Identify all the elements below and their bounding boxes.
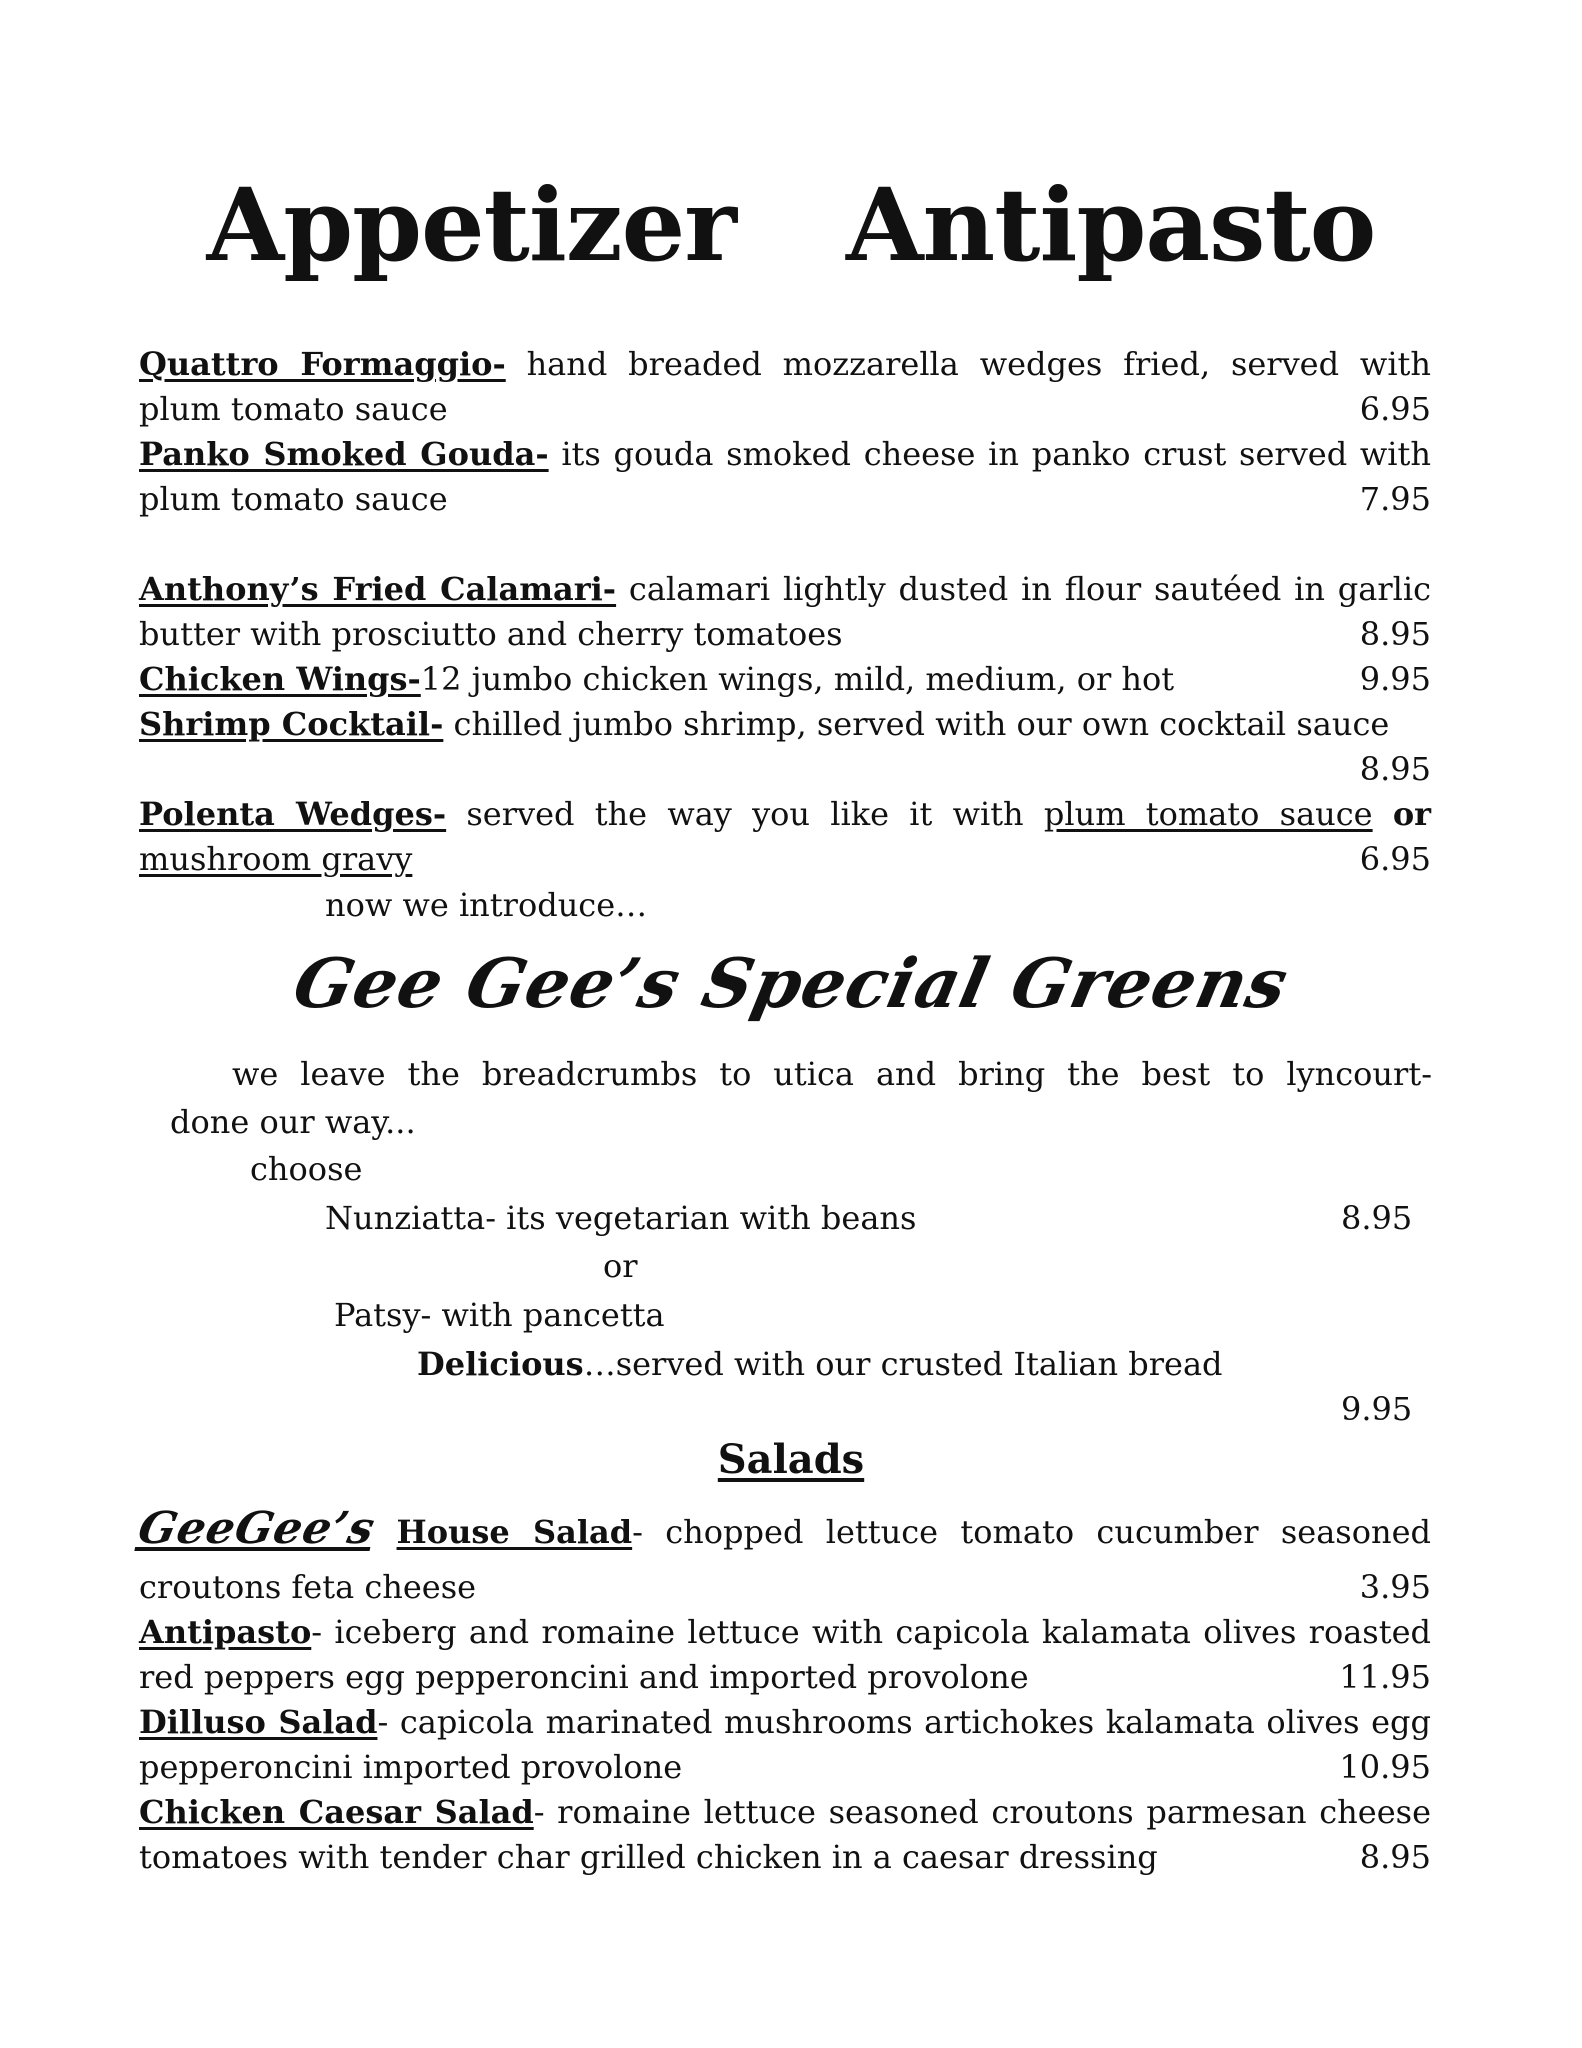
greens-description-line1: we leave the breadcrumbs to utica and bring the best to lyncourt- bbox=[232, 1055, 1432, 1093]
item-description: chilled jumbo shrimp, served with our own cocktail sauce bbox=[453, 705, 1390, 743]
salad-house-line2 bbox=[139, 1565, 1431, 1609]
greens-description-line2: done our way... bbox=[170, 1103, 416, 1141]
menu-item-chicken-wings bbox=[139, 657, 1431, 701]
greens-option-nunziatta: Nunziatta- its vegetarian with beans bbox=[325, 1199, 917, 1237]
item-name: Chicken Wings- bbox=[139, 660, 421, 698]
salad-antipasto-line2 bbox=[139, 1655, 1431, 1699]
intro-text: now we introduce… bbox=[325, 886, 648, 924]
item-description: plum tomato sauce bbox=[139, 390, 448, 428]
item-description: - capicola marinated mushrooms artichokes kalamata olives egg bbox=[377, 1703, 1432, 1741]
menu-item-polenta-wedges-line2 bbox=[139, 837, 1431, 881]
item-description: hand breaded mozzarella wedges fried, served with bbox=[526, 345, 1432, 383]
greens-title: Gee Gee’s Special Greens bbox=[286, 944, 1296, 1024]
item-description: croutons feta cheese bbox=[139, 1568, 477, 1606]
or-text: or bbox=[603, 1247, 638, 1285]
item-description: calamari lightly dusted in flour sautéed in garlic bbox=[628, 570, 1432, 608]
item-name: Anthony’s Fried Calamari- bbox=[139, 570, 617, 608]
delicious-rest: …served with our crusted Italian bread bbox=[583, 1345, 1223, 1383]
item-name: Polenta Wedges- bbox=[139, 795, 447, 833]
menu-item-panko-smoked-gouda-line2 bbox=[139, 477, 1431, 521]
item-description: served the way you like it with bbox=[466, 795, 1024, 833]
item-price: 8.95 bbox=[1359, 750, 1431, 788]
delicious-line bbox=[417, 1342, 1223, 1386]
item-description: 12 jumbo chicken wings, mild, medium, or hot bbox=[420, 660, 1175, 698]
item-price: 7.95 bbox=[1359, 480, 1431, 518]
item-price: 3.95 bbox=[1359, 1568, 1431, 1606]
item-description: - romaine lettuce seasoned croutons parmesan cheese bbox=[533, 1793, 1431, 1831]
option-plum-tomato-sauce: plum tomato sauce bbox=[1043, 795, 1373, 833]
greens-option-patsy: Patsy- with pancetta bbox=[334, 1296, 665, 1334]
item-name: Quattro Formaggio- bbox=[139, 345, 506, 383]
item-name: House Salad bbox=[396, 1513, 633, 1551]
greens-option-nunziatta-price: 8.95 bbox=[1341, 1199, 1413, 1237]
page-title bbox=[0, 166, 1582, 284]
item-price: 6.95 bbox=[1359, 840, 1431, 878]
salads-heading: Salads bbox=[717, 1436, 865, 1483]
item-name: Panko Smoked Gouda- bbox=[139, 435, 549, 473]
menu-item-quattro-formaggio bbox=[139, 342, 1431, 386]
item-price: 8.95 bbox=[1359, 1838, 1431, 1876]
menu-item-fried-calamari-line2 bbox=[139, 612, 1431, 656]
title-antipasto: Antipasto bbox=[845, 166, 1376, 284]
menu-item-polenta-wedges bbox=[139, 792, 1431, 836]
option-mushroom-gravy: mushroom gravy bbox=[139, 840, 413, 878]
item-description: plum tomato sauce bbox=[139, 480, 448, 518]
menu-item-shrimp-cocktail-price-line bbox=[139, 747, 1431, 791]
salad-dilluso-line2 bbox=[139, 1745, 1431, 1789]
or-text: or bbox=[1392, 795, 1432, 833]
choose-text: choose bbox=[250, 1150, 363, 1188]
item-name: Antipasto bbox=[139, 1613, 312, 1651]
item-name: Dilluso Salad bbox=[139, 1703, 378, 1741]
greens-option-patsy-price: 9.95 bbox=[1341, 1390, 1413, 1428]
item-description: red peppers egg pepperoncini and imported provolone bbox=[139, 1658, 1029, 1696]
menu-item-shrimp-cocktail bbox=[139, 702, 1431, 746]
item-price: 6.95 bbox=[1359, 390, 1431, 428]
menu-item-quattro-formaggio-line2 bbox=[139, 387, 1431, 431]
item-description: - chopped lettuce tomato cucumber seasoned bbox=[632, 1513, 1432, 1551]
salad-chicken-caesar bbox=[139, 1790, 1431, 1834]
item-description: its gouda smoked cheese in panko crust served with bbox=[561, 435, 1432, 473]
item-description: pepperoncini imported provolone bbox=[139, 1748, 683, 1786]
item-description: tomatoes with tender char grilled chicken in a caesar dressing bbox=[139, 1838, 1158, 1876]
item-name: Shrimp Cocktail- bbox=[139, 705, 444, 743]
geegees-script-logo: GeeGee’s bbox=[133, 1503, 380, 1554]
item-name: Chicken Caesar Salad bbox=[139, 1793, 534, 1831]
title-appetizer: Appetizer bbox=[206, 166, 736, 284]
salad-chicken-caesar-line2 bbox=[139, 1835, 1431, 1879]
item-description: butter with prosciutto and cherry tomatoes bbox=[139, 615, 843, 653]
salad-house bbox=[133, 1502, 1432, 1556]
delicious-bold: Delicious bbox=[417, 1345, 584, 1383]
item-price: 11.95 bbox=[1339, 1658, 1431, 1696]
item-price: 8.95 bbox=[1359, 615, 1431, 653]
menu-item-panko-smoked-gouda bbox=[139, 432, 1431, 476]
item-price: 9.95 bbox=[1359, 660, 1431, 698]
item-description: - iceberg and romaine lettuce with capicola kalamata olives roasted bbox=[311, 1613, 1431, 1651]
salad-dilluso bbox=[139, 1700, 1431, 1744]
item-price: 10.95 bbox=[1339, 1748, 1431, 1786]
menu-item-fried-calamari bbox=[139, 567, 1431, 611]
salad-antipasto bbox=[139, 1610, 1431, 1654]
